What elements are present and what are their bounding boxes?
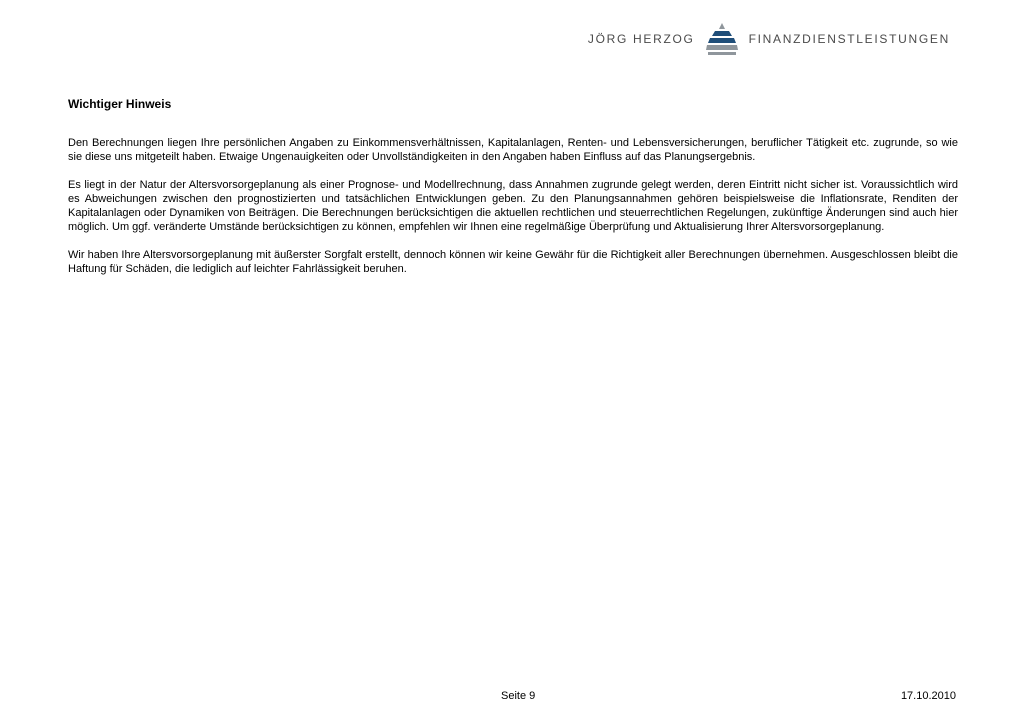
brand-service: FINANZDIENSTLEISTUNGEN [748, 32, 950, 46]
paragraph-2: Es liegt in der Natur der Altersvorsorgeplanung als einer Prognose- und Modellrechnung, dass Annahmen zugrunde gelegt werden, deren Eintritt nicht sicher ist. Voraussichtlich wird es Abweichungen zwischen den prognostizierten und tatsächlichen Entwicklungen geben. Zu den Planungsannahmen gehören beispielsweise die Inflationsrate, Renditen der Kapitalanlagen oder Dynamiken von Beiträgen. Die Berechnungen berücksichtigen die aktuellen rechtlichen und steuerrechtlichen Regelungen, zukünftige Änderungen sind auch hier möglich. Um ggf. veränderte Umstände berücksichtigen zu können, empfehlen wir Ihnen eine regelmäßige Überprüfung und Aktualisierung Ihrer Altersvorsorgeplanung. [68, 179, 958, 233]
page-number: Seite 9 [501, 690, 536, 702]
paragraph-3: Wir haben Ihre Altersvorsorgeplanung mit äußerster Sorgfalt erstellt, dennoch können wir keine Gewähr für die Richtigkeit aller Berechnungen übernehmen. Ausgeschlossen bleibt die Haftung für Schäden, die lediglich auf leichter Fahrlässigkeit beruhen. [68, 249, 958, 275]
page-title: Wichtiger Hinweis [68, 97, 172, 112]
document-date: 17.10.2010 [900, 690, 956, 702]
triangle-stack-logo-icon [705, 22, 739, 56]
paragraph-1: Den Berechnungen liegen Ihre persönlichen Angaben zu Einkommensverhältnissen, Kapitalanlagen, Renten- und Lebensversicherungen, beruflicher Tätigkeit etc. zugrunde, so wie sie diese uns mitgeteilt haben. Etwaige Ungenauigkeiten oder Unvollständigkeiten in den Angaben haben Einfluss auf das Planungsergebnis. [68, 137, 958, 163]
brand-header [588, 22, 950, 56]
notice-content [68, 136, 958, 290]
brand-name: JÖRG HERZOG [587, 32, 695, 46]
